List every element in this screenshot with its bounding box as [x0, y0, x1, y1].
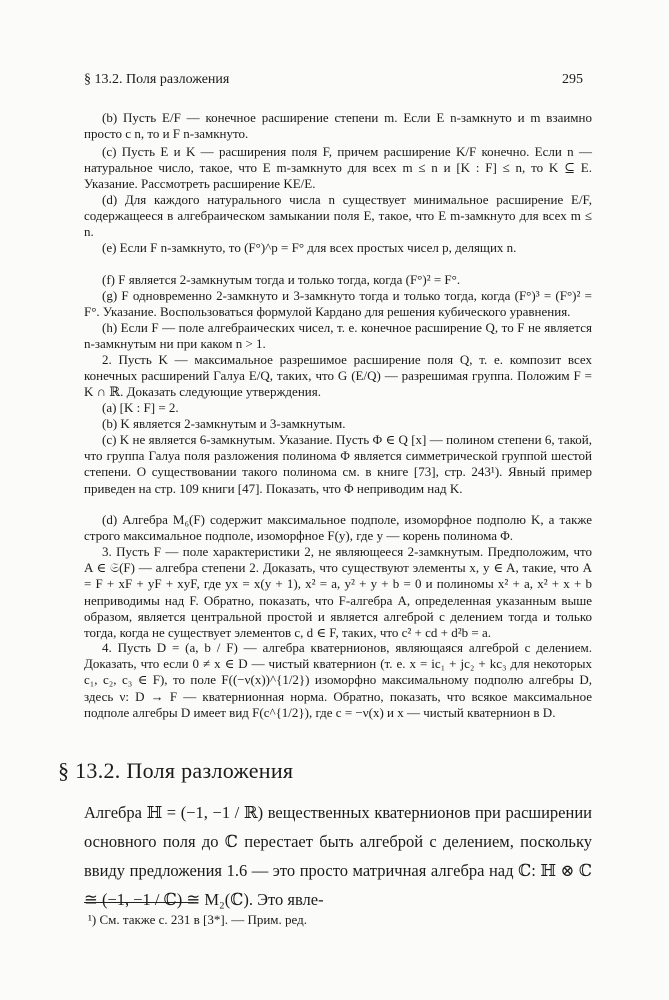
exercise-2	[84, 352, 592, 401]
exercise-b	[84, 110, 592, 142]
exercise-2d	[84, 512, 592, 544]
exercise-c	[84, 144, 592, 193]
exercise-paragraph: 3. Пусть F — поле характеристики 2, не являющееся 2-замкнутым. Предположим, что A ∈ 𝔖(F) — алгебра степени 2. Доказать, что существуют элементы x, y ∈ A, такие, что A = F + xF + yF + xyF, где yx = x(y + 1), x² = a, y² + y + b = 0 и полиномы x² + a, x² + x + b неприводимы над F. Обратно, показать, что F-алгебра A, определенная указанным выше образом, является центральной простой и является алгеброй с делением тогда и только тогда, когда не существует элементов c, d ∈ F, таких, что c² + cd + d²b = a.	[84, 544, 592, 641]
exercise-d	[84, 192, 592, 241]
exercise-paragraph: (e) Если F n-замкнуто, то (F°)^p = F° для всех простых чисел p, делящих n.	[102, 240, 517, 255]
footnote-rule	[84, 902, 194, 903]
exercise-paragraph: (c) Пусть E и K — расширения поля F, причем расширение K/F конечно. Если n — натуральное число, такое, что E m-замкнуто для всех m ≤ n и [K : F] ≤ n, то K ⊆ E. Указание. Рассмотреть расширение KE/E.	[84, 144, 592, 192]
exercise-paragraph: (c) K не является 6-замкнутым. Указание. Пусть Φ ∈ Q [x] — полином степени 6, такой, что группа Галуа поля разложения полинома Φ является симметрической группой шестой степени. О существовании такого полинома см. в книге [73], стр. 243¹). Явный пример приведен на стр. 109 книги [47]. Показать, что Φ неприводим над K.	[84, 432, 592, 496]
running-head-section: § 13.2. Поля разложения	[84, 72, 230, 87]
page-number: 295	[562, 72, 583, 87]
exercise-2a	[84, 400, 592, 416]
exercise-2c	[84, 432, 592, 497]
exercise-3	[84, 544, 592, 641]
exercise-paragraph: (d) Для каждого натурального числа n существует минимальное расширение E/F, содержащееся в алгебраическом замыкании поля E, такое, что E m-замкнуто для всех m ≤ n.	[84, 192, 592, 240]
exercise-paragraph: 4. Пусть D = (a, b / F) — алгебра кватернионов, являющаяся алгеброй с делением. Доказать, что если 0 ≠ x ∈ D — чистый кватернион (т. е. x = ic₁ + jc₂ + kc₃ для некоторых c₁, c₂, c₃ ∈ F), то поле F((−ν(x))^{1/2}) изоморфно максимальному подполю алгебры D, здесь ν: D → F — кватернионная норма. Обратно, показать, что всякое максимальное подполе алгебры D имеет вид F(c^{1/2}), где c = −ν(x) и x — чистый кватернион в D.	[84, 640, 592, 720]
section-title: § 13.2. Поля разложения	[58, 758, 294, 783]
exercise-paragraph: (f) F является 2-замкнутым тогда и только тогда, когда (F°)² = F°.	[102, 272, 461, 287]
exercise-g	[84, 288, 592, 320]
exercise-paragraph: (b) Пусть E/F — конечное расширение степени m. Если E n-замкнуто и m взаимно просто с n, то и F n-замкнуто.	[84, 110, 592, 142]
exercise-paragraph: (g) F одновременно 2-замкнуто и 3-замкнуто тогда и только тогда, когда (F°)³ = (F°)² = F°. Указание. Воспользоваться формулой Кардано для решения кубического уравнения.	[84, 288, 592, 320]
exercise-paragraph: (d) Алгебра M₆(F) содержит максимальное подполе, изоморфное подполю K, а также строго максимальное подполе, изоморфное F(y), где y — корень полинома Φ.	[84, 512, 592, 544]
running-head	[84, 72, 583, 88]
exercise-4	[84, 640, 592, 721]
exercise-h	[84, 320, 592, 352]
exercise-paragraph: (h) Если F — поле алгебраических чисел, т. е. конечное расширение Q, то F не является n-замкнутым ни при каком n > 1.	[84, 320, 592, 352]
exercise-e	[84, 240, 592, 256]
footnote: ¹) См. также с. 231 в [3*]. — Прим. ред.	[88, 912, 307, 927]
exercise-paragraph: (b) K является 2-замкнутым и 3-замкнутым.	[102, 416, 346, 431]
exercise-paragraph: 2. Пусть K — максимальное разрешимое расширение поля Q, т. е. композит всех конечных расширений Галуа E/Q, таких, что G (E/Q) — разрешимая группа. Положим F = K ∩ ℝ. Доказать следующие утверждения.	[84, 352, 592, 400]
main-text	[84, 798, 592, 914]
exercise-f	[84, 272, 592, 288]
body-paragraph: Алгебра ℍ = (−1, −1 / ℝ) вещественных кватернионов при расширении основного поля до ℂ перестает быть алгеброй с делением, поскольку ввиду предложения 1.6 — это просто матричная алгебра над ℂ: ℍ ⊗ ℂ ≅ (−1, −1 / ℂ) ≅ M₂(ℂ). Это явле-	[84, 803, 592, 909]
exercise-2b	[84, 416, 592, 432]
exercise-paragraph: (a) [K : F] = 2.	[102, 400, 179, 415]
